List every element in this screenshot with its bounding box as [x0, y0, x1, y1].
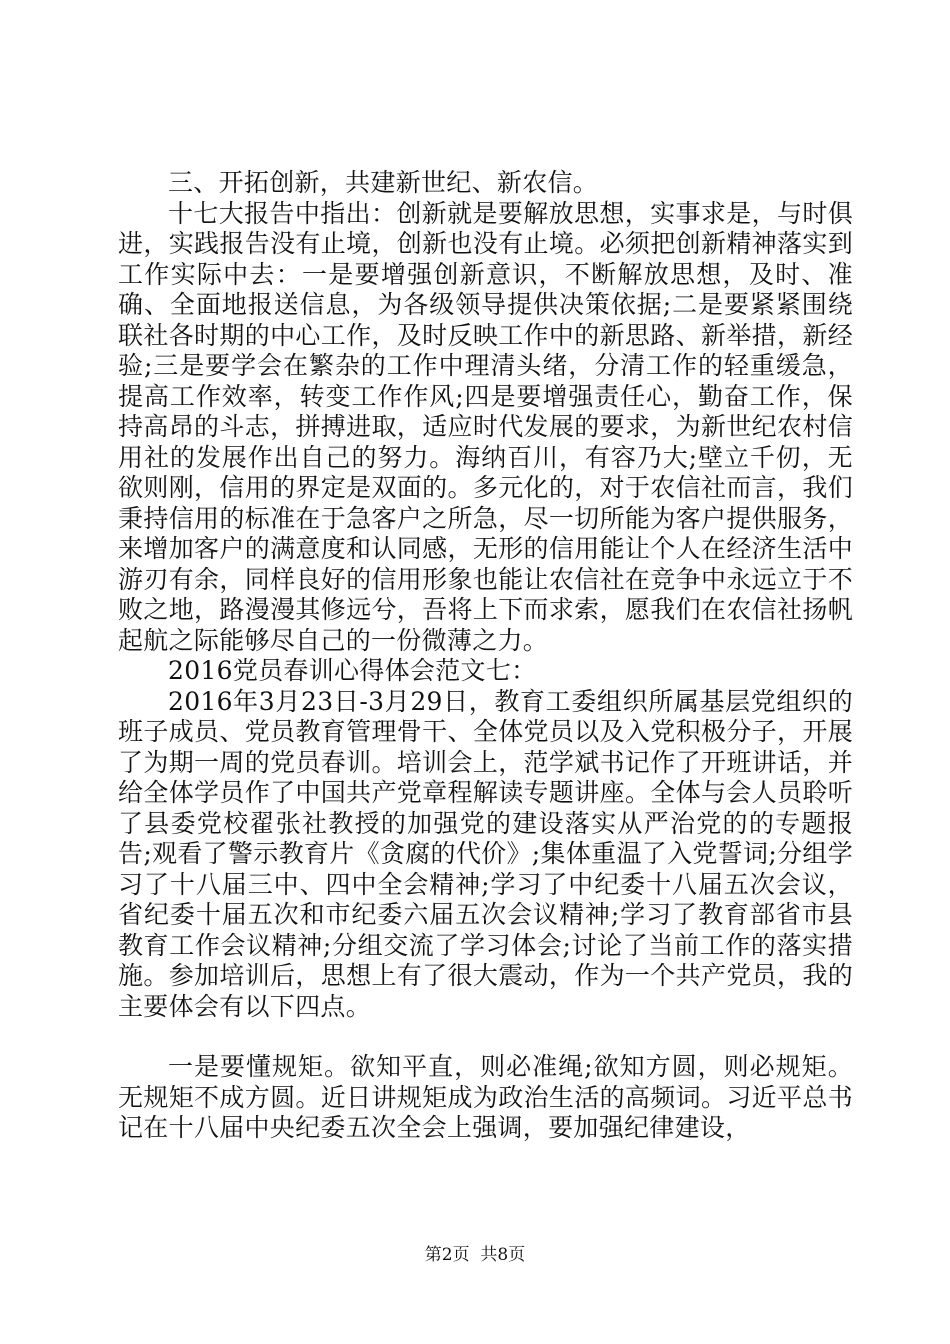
paragraph: 2016年3月23日-3月29日，教育工委组织所属基层党组织的班子成员、党员教育管理骨干、全体党员以及入党积极分子，开展了为期一周的党员春训。培训会上，范学斌书记作了开班讲话，并给全体学员作了中国共产党章程解读专题讲座。全体与会人员聆听了县委党校翟张社教授的加强党的建设落实从严治党的的专题报告;观看了警示教育片《贪腐的代价》;集体重温了入党誓词;分组学习了十八届三中、四中全会精神;学习了中纪委十八届五次会议，省纪委十届五次和市纪委六届五次会议精神;学习了教育部省市县教育工作会议精神;分组交流了学习体会;讨论了当前工作的落实措施。参加培训后，思想上有了很大震动，作为一个共产党员，我的主要体会有以下四点。 — [118, 686, 853, 1021]
document-body — [118, 168, 853, 1144]
page-number: 第2页 共8页 — [424, 1245, 526, 1265]
paragraph: 十七大报告中指出：创新就是要解放思想，实事求是，与时俱进，实践报告没有止境，创新也没有止境。必须把创新精神落实到工作实际中去：一是要增强创新意识，不断解放思想，及时、准确、全面地报送信息，为各级领导提供决策依据;二是要紧紧围绕联社各时期的中心工作，及时反映工作中的新思路、新举措，新经验;三是要学会在繁杂的工作中理清头绪，分清工作的轻重缓急，提高工作效率，转变工作作风;四是要增强责任心，勤奋工作，保持高昂的斗志，拼搏进取，适应时代发展的要求，为新世纪农村信用社的发展作出自己的努力。海纳百川，有容乃大;壁立千仞，无欲则刚，信用的界定是双面的。多元化的，对于农信社而言，我们秉持信用的标准在于急客户之所急，尽一切所能为客户提供服务，来增加客户的满意度和认同感，无形的信用能让个人在经济生活中游刃有余，同样良好的信用形象也能让农信社在竞争中永远立于不败之地，路漫漫其修远兮，吾将上下而求索，愿我们在农信社扬帆起航之际能够尽自己的一份微薄之力。 — [118, 198, 854, 655]
article-title: 2016党员春训心得体会范文七： — [168, 656, 537, 685]
section-heading: 三、开拓创新，共建新世纪、新农信。 — [168, 168, 599, 197]
paragraph: 一是要懂规矩。欲知平直，则必准绳;欲知方圆，则必规矩。无规矩不成方圆。近日讲规矩成为政治生活的高频词。习近平总书记在十八届中央纪委五次全会上强调，要加强纪律建设， — [118, 1052, 853, 1142]
